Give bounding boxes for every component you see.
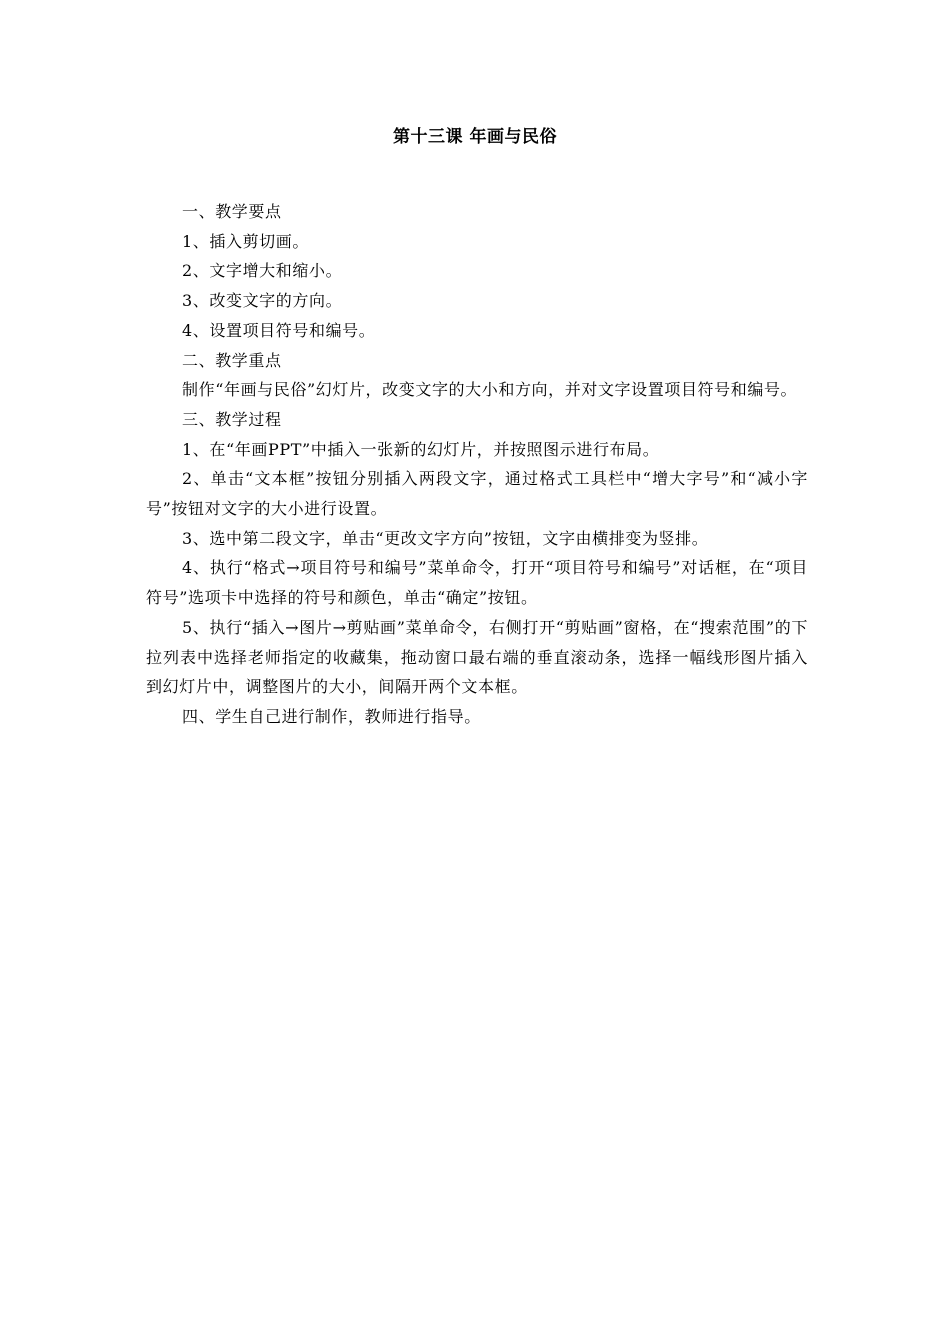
section-heading-focus: 二、教学重点 — [182, 350, 282, 370]
process-step: 4、执行“格式→项目符号和编号”菜单命令，打开“项目符号和编号”对话框，在“项目符号”选项卡中选择的符号和颜色，单击“确定”按钮。 — [146, 558, 808, 608]
process-step: 2、单击“文本框”按钮分别插入两段文字，通过格式工具栏中“增大字号”和“减小字号”按钮对文字的大小进行设置。 — [146, 469, 808, 519]
section-heading-process: 三、教学过程 — [182, 409, 282, 429]
section-heading-key-points: 一、教学要点 — [182, 202, 282, 221]
key-point-item: 2、文字增大和缩小。 — [182, 261, 343, 281]
process-step: 1、在“年画PPT”中插入一张新的幻灯片，并按照图示进行布局。 — [182, 439, 660, 459]
lesson-body — [146, 197, 808, 732]
focus-paragraph: 制作“年画与民俗”幻灯片，改变文字的大小和方向，并对文字设置项目符号和编号。 — [182, 380, 798, 400]
lesson-title: 第十三课 年画与民俗 — [393, 127, 557, 147]
process-step: 5、执行“插入→图片→剪贴画”菜单命令，右侧打开“剪贴画”窗格，在“搜索范围”的下拉列表中选择老师指定的收藏集，拖动窗口最右端的垂直滚动条，选择一幅线形图片插入到幻灯片中，调整图片的大小，间隔开两个文本框。 — [146, 617, 808, 697]
key-point-item: 3、改变文字的方向。 — [182, 291, 343, 311]
key-point-item: 4、设置项目符号和编号。 — [182, 320, 376, 340]
process-step: 3、选中第二段文字，单击“更改文字方向”按钮，文字由横排变为竖排。 — [182, 528, 709, 548]
section-heading-practice: 四、学生自己进行制作，教师进行指导。 — [182, 706, 481, 726]
key-point-item: 1、插入剪切画。 — [182, 231, 309, 251]
